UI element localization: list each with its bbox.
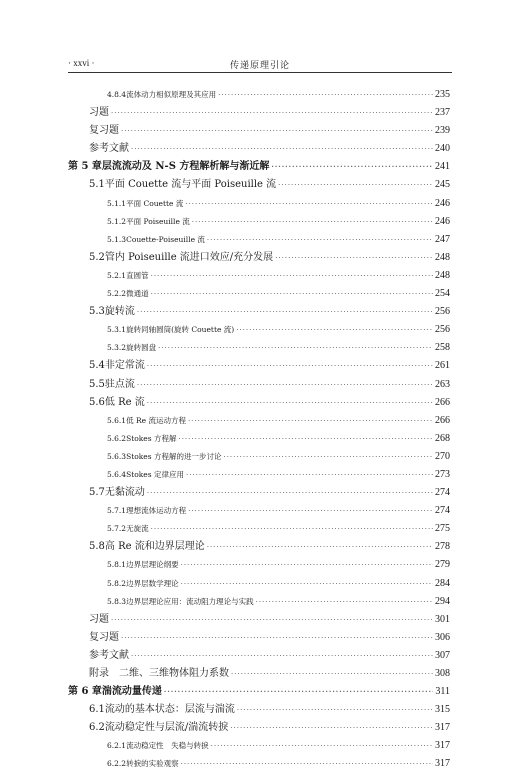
dot-leader: [151, 520, 433, 538]
toc-entry-title: 转捩的实验观察: [126, 759, 179, 769]
toc-entry-page: 248: [435, 269, 450, 281]
dot-leader: [164, 683, 433, 701]
dot-leader: [230, 719, 433, 737]
toc-entry[interactable]: [68, 376, 450, 394]
toc-entry-title: 参考文献: [89, 649, 129, 661]
toc-entry-page: 248: [435, 251, 450, 263]
dot-leader: [137, 303, 433, 321]
toc-entry[interactable]: [68, 303, 450, 321]
toc-entry-page: 237: [435, 107, 450, 119]
toc-entry[interactable]: [68, 122, 450, 140]
toc-entry-page: 268: [435, 432, 450, 444]
dot-leader: [147, 357, 433, 375]
dot-leader: [131, 647, 433, 665]
toc-entry-page: 245: [435, 179, 450, 191]
toc-entry[interactable]: [68, 339, 450, 357]
toc-entry[interactable]: [68, 466, 450, 484]
toc-entry-page: 311: [435, 686, 450, 698]
toc-entry-title: 理想流体运动方程: [126, 506, 187, 516]
toc-entry[interactable]: [68, 538, 450, 556]
toc-entry-number: 5.7: [89, 487, 105, 499]
toc-entry-page: 315: [435, 704, 450, 716]
toc-entry[interactable]: [68, 629, 450, 647]
dot-leader: [137, 376, 433, 394]
toc-entry-number: 5.6: [89, 396, 105, 408]
dot-leader: [151, 285, 433, 303]
toc-entry-number: 5.1.1: [107, 198, 127, 208]
toc-entry-title: 边界层理论应用：流动阻力理论与实践: [126, 596, 254, 606]
toc-entry[interactable]: [68, 231, 450, 249]
dot-leader: [188, 502, 433, 520]
toc-entry-title: 管内 Poiseuille 流进口效应/充分发展: [104, 251, 274, 263]
toc-entry-page: 263: [435, 378, 450, 390]
toc-entry-title: 边界层理论纲要: [126, 560, 179, 570]
toc-entry-number: 5.3.2: [107, 343, 127, 353]
toc-entry-title: 流动的基本状态：层流与湍流: [104, 704, 235, 716]
toc-entry-number: 5.1.2: [107, 216, 127, 226]
toc-entry-page: 307: [435, 649, 450, 661]
toc-entry[interactable]: [68, 176, 450, 194]
toc-entry-title: 非定常流: [104, 360, 145, 372]
toc-entry-title: 边界层数学理论: [126, 578, 179, 588]
toc-entry-number: 5.8.3: [107, 596, 127, 606]
toc-entry-number: 5.8.2: [107, 578, 127, 588]
toc-entry-number: 4.8.4: [107, 90, 127, 99]
toc-entry-page: 254: [435, 288, 450, 300]
toc-entry-title: 流动稳定性与层流/湍流转捩: [104, 722, 229, 734]
toc-entry-title: 无黏流动: [104, 487, 145, 499]
toc-entry[interactable]: [68, 593, 450, 611]
toc-entry-title: 流动稳定性 失稳与转捩: [126, 741, 209, 751]
toc-entry-title: 参考文献: [89, 143, 129, 155]
toc-entry-title: 无旋流: [126, 524, 149, 534]
toc-entry[interactable]: [68, 502, 450, 520]
dot-leader: [181, 556, 433, 574]
toc-entry-title: 低 Re 流: [104, 396, 145, 408]
toc-entry-page: 258: [435, 342, 450, 354]
toc-entry-title: 旋转圆盘: [126, 343, 157, 353]
toc-entry[interactable]: [68, 357, 450, 375]
toc-entry-number: 5.8.1: [107, 560, 127, 570]
toc-entry-page: 241: [435, 161, 450, 173]
toc-entry-number: 第 6 章: [68, 686, 102, 698]
toc-entry[interactable]: [68, 484, 450, 502]
toc-entry-page: 274: [435, 505, 450, 517]
toc-entry-title: 湍流动量传递: [101, 686, 162, 698]
dot-leader: [207, 538, 433, 556]
toc-entry-number: 5.3: [89, 306, 105, 318]
toc-entry[interactable]: [68, 267, 450, 285]
toc-entry-number: 5.2.2: [107, 289, 127, 299]
toc-entry-page: 301: [435, 613, 450, 625]
toc-entry-page: 306: [435, 631, 450, 643]
toc-entry-number: 第 5 章: [68, 161, 102, 173]
dot-leader: [185, 195, 433, 213]
dot-leader: [178, 430, 433, 448]
table-of-contents: [68, 86, 450, 774]
dot-leader: [181, 755, 433, 773]
toc-entry-number: 5.8: [89, 541, 105, 553]
toc-entry-title: 旋转同轴圆筒(旋转 Couette 流): [126, 325, 235, 335]
dot-leader: [207, 231, 433, 249]
page-number: · xxvi ·: [68, 58, 95, 68]
toc-entry[interactable]: [68, 737, 450, 755]
toc-entry[interactable]: [68, 412, 450, 430]
toc-entry-number: 6.2: [89, 722, 105, 734]
toc-entry-title: 平面 Poiseuille 流: [126, 216, 190, 226]
toc-entry-number: 6.2.1: [107, 741, 127, 751]
toc-entry-page: 279: [435, 559, 450, 571]
dot-leader: [131, 140, 433, 158]
toc-entry-title: 旋转流: [104, 306, 135, 318]
dot-leader: [271, 158, 433, 176]
toc-entry-page: 278: [435, 541, 450, 553]
toc-entry-title: 低 Re 流运动方程: [126, 415, 186, 425]
toc-entry-page: 273: [435, 468, 450, 480]
toc-entry[interactable]: [68, 394, 450, 412]
toc-entry-number: 5.7.1: [107, 506, 127, 516]
dot-leader: [278, 176, 433, 194]
toc-entry[interactable]: [68, 321, 450, 339]
toc-entry[interactable]: [68, 520, 450, 538]
toc-entry-title: 流体动力相似原理及其应用: [126, 90, 217, 99]
toc-entry-page: 235: [435, 89, 450, 100]
dot-leader: [256, 593, 433, 611]
toc-entry-number: 5.7.2: [107, 524, 127, 534]
toc-entry-page: 246: [435, 197, 450, 209]
toc-entry-page: 270: [435, 450, 450, 462]
toc-entry-number: 5.6.4: [107, 469, 127, 479]
toc-entry-title: 平面 Couette 流与平面 Poiseuille 流: [104, 179, 277, 191]
dot-leader: [231, 665, 433, 683]
toc-entry-title: 习题: [89, 107, 109, 119]
dot-leader: [147, 484, 433, 502]
toc-entry-number: 5.6.3: [107, 451, 127, 461]
dot-leader: [275, 249, 433, 267]
toc-entry[interactable]: [68, 556, 450, 574]
toc-entry[interactable]: [68, 158, 450, 176]
running-header: [68, 58, 452, 73]
toc-entry-number: 6.2.2: [107, 759, 127, 769]
toc-entry-title: Couette-Poiseuille 流: [126, 234, 205, 244]
toc-entry[interactable]: [68, 448, 450, 466]
toc-entry-page: 239: [435, 125, 450, 137]
dot-leader: [147, 394, 433, 412]
toc-entry-title: Stokes 方程解的进一步讨论: [126, 451, 222, 461]
toc-entry-page: 247: [435, 233, 450, 245]
toc-entry-page: 317: [435, 758, 450, 770]
toc-entry[interactable]: [68, 575, 450, 593]
toc-entry[interactable]: [68, 665, 450, 683]
toc-entry-number: 5.2.1: [107, 270, 127, 280]
toc-entry[interactable]: [68, 249, 450, 267]
toc-entry-page: 294: [435, 595, 450, 607]
toc-entry-title: 直圆管: [126, 270, 149, 280]
toc-entry-number: 5.4: [89, 360, 105, 372]
toc-entry-page: 240: [435, 143, 450, 155]
toc-entry[interactable]: [68, 195, 450, 213]
toc-entry-title: 复习题: [89, 631, 119, 643]
toc-entry[interactable]: [68, 719, 450, 737]
toc-entry-title: 复习题: [89, 125, 119, 137]
toc-entry[interactable]: [68, 755, 450, 773]
toc-entry-page: 266: [435, 396, 450, 408]
toc-entry-title: 驻点流: [104, 378, 135, 390]
toc-entry-title: 微通道: [126, 289, 149, 299]
toc-entry-title: 附录 二维、三维物体阻力系数: [89, 668, 229, 679]
dot-leader: [218, 86, 433, 104]
toc-entry[interactable]: [68, 86, 450, 104]
toc-entry-number: 5.6.2: [107, 433, 127, 443]
toc-entry-page: 308: [435, 668, 450, 679]
dot-leader: [111, 611, 433, 629]
dot-leader: [151, 267, 433, 285]
toc-entry-page: 284: [435, 577, 450, 589]
toc-entry-page: 266: [435, 414, 450, 426]
toc-entry-title: Stokes 定律应用: [126, 469, 184, 479]
toc-entry-page: 317: [435, 722, 450, 734]
toc-entry-title: 高 Re 流和边界层理论: [104, 541, 205, 553]
toc-entry-number: 5.6.1: [107, 415, 127, 425]
toc-entry[interactable]: [68, 104, 450, 122]
toc-entry-title: 层流流动及 N-S 方程解析解与渐近解: [101, 161, 270, 173]
toc-entry[interactable]: [68, 611, 450, 629]
toc-entry[interactable]: [68, 140, 450, 158]
toc-entry[interactable]: [68, 213, 450, 231]
toc-entry-page: 256: [435, 306, 450, 318]
toc-entry-page: 317: [435, 740, 450, 752]
dot-leader: [188, 412, 433, 430]
toc-entry-number: 5.2: [89, 251, 105, 263]
toc-entry-page: 246: [435, 215, 450, 227]
dot-leader: [211, 737, 433, 755]
dot-leader: [192, 213, 433, 231]
book-title: 传递原理引论: [229, 61, 290, 71]
dot-leader: [121, 122, 433, 140]
dot-leader: [181, 575, 433, 593]
dot-leader: [236, 321, 433, 339]
toc-entry-number: 5.1: [89, 179, 105, 191]
toc-entry-page: 256: [435, 324, 450, 336]
toc-entry-number: 5.5: [89, 378, 105, 390]
toc-entry-number: 5.1.3: [107, 234, 127, 244]
dot-leader: [186, 466, 433, 484]
dot-leader: [121, 629, 433, 647]
toc-entry-page: 275: [435, 523, 450, 535]
dot-leader: [111, 104, 433, 122]
toc-entry[interactable]: [68, 285, 450, 303]
toc-entry[interactable]: [68, 647, 450, 665]
toc-entry-number: 5.3.1: [107, 325, 127, 335]
toc-entry-title: 习题: [89, 613, 109, 625]
dot-leader: [223, 448, 433, 466]
dot-leader: [158, 339, 433, 357]
toc-entry[interactable]: [68, 430, 450, 448]
toc-entry-page: 274: [435, 487, 450, 499]
toc-entry-title: 平面 Couette 流: [126, 198, 184, 208]
toc-entry[interactable]: [68, 683, 450, 701]
toc-entry-title: Stokes 方程解: [126, 433, 177, 443]
toc-entry-number: 6.1: [89, 704, 105, 716]
toc-entry-page: 261: [435, 360, 450, 372]
